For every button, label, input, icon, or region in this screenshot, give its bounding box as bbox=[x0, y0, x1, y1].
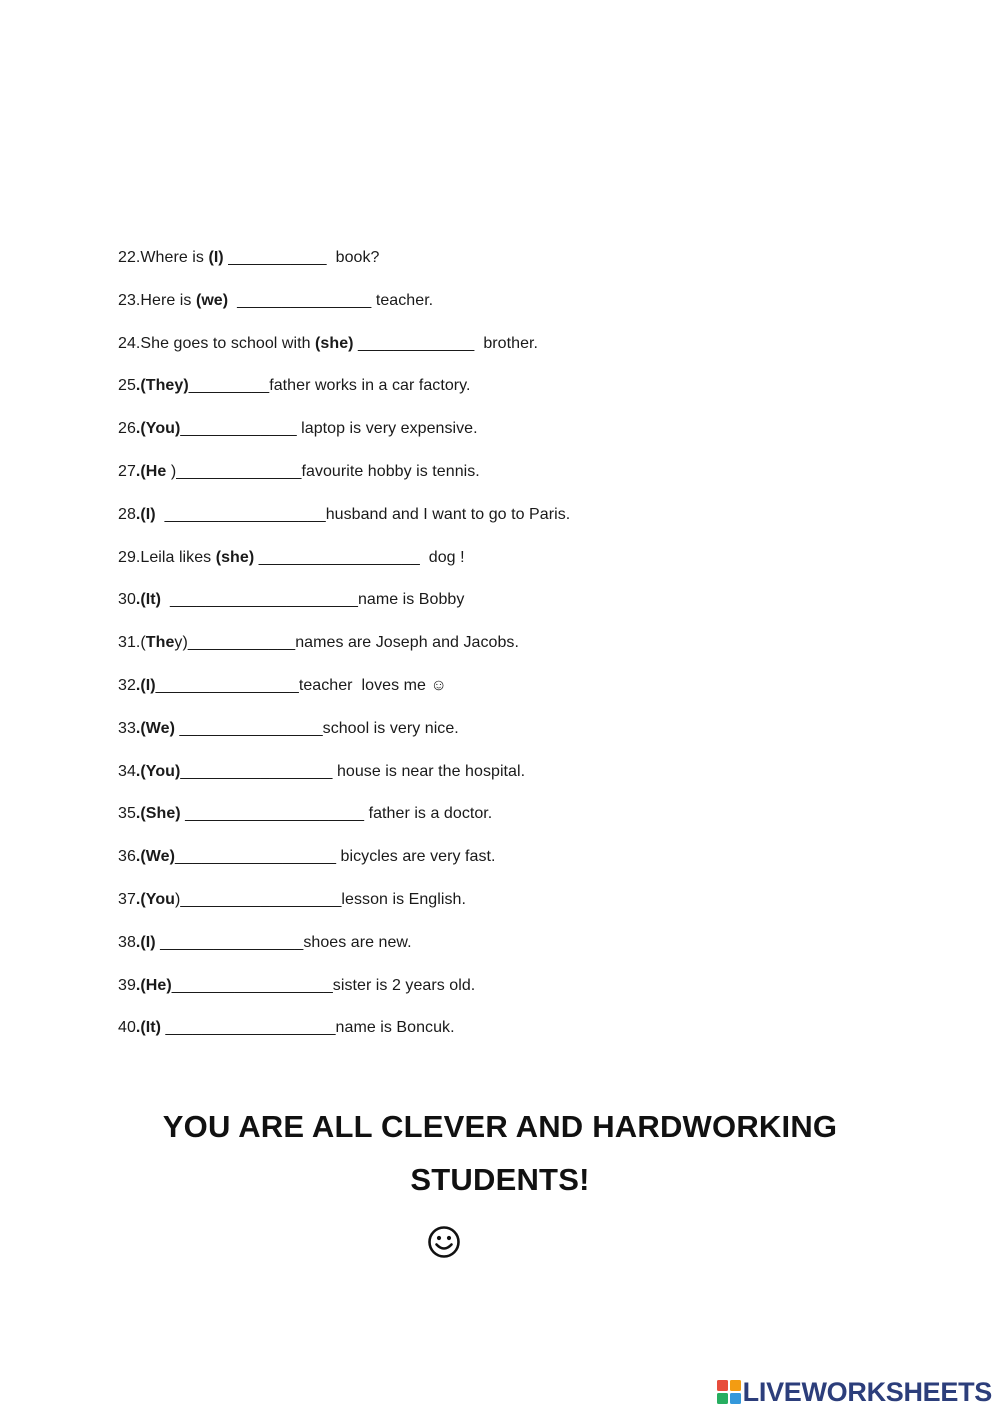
exercise-item bbox=[118, 974, 570, 1017]
sentence-text: She goes to school with bbox=[140, 334, 316, 352]
exercise-number: 32 bbox=[118, 676, 136, 694]
exercise-number: 37 bbox=[118, 890, 136, 908]
exercise-item bbox=[118, 888, 570, 931]
exercise-number: 39 bbox=[118, 976, 136, 994]
sentence-text: _____________ laptop is very expensive. bbox=[180, 420, 478, 438]
exercise-item bbox=[118, 588, 570, 631]
exercise-item bbox=[118, 631, 570, 674]
liveworksheets-logo-icon bbox=[716, 1379, 742, 1405]
exercise-item bbox=[118, 1016, 570, 1059]
exercise-item bbox=[118, 802, 570, 845]
exercise-list bbox=[118, 246, 570, 1059]
exercise-number: 30 bbox=[118, 591, 136, 609]
smiley-icon bbox=[424, 1222, 464, 1262]
exercise-item bbox=[118, 546, 570, 589]
exercise-number: 28 bbox=[118, 505, 136, 523]
exercise-item bbox=[118, 460, 570, 503]
brand-name: LIVEWORKSHEETS bbox=[742, 1377, 992, 1407]
exercise-item bbox=[118, 289, 570, 332]
pronoun-hint: .(She) bbox=[135, 805, 181, 823]
pronoun-hint: .(We) bbox=[135, 719, 175, 737]
exercise-item bbox=[118, 374, 570, 417]
sentence-text: ________________teacher loves me ☺ bbox=[155, 676, 447, 694]
sentence-text: ____________________ father is a doctor. bbox=[180, 805, 493, 823]
sentence-text: Where is bbox=[140, 249, 209, 266]
sentence-text: Here is bbox=[140, 291, 196, 309]
pronoun-hint: .(I) bbox=[135, 676, 156, 694]
pronoun-hint: The bbox=[145, 634, 175, 652]
exercise-item bbox=[118, 503, 570, 546]
exercise-item bbox=[118, 931, 570, 974]
pronoun-hint: .(He bbox=[135, 462, 167, 480]
exercise-item bbox=[118, 717, 570, 760]
pronoun-hint: .(You) bbox=[135, 762, 181, 780]
pronoun-hint: .(I) bbox=[135, 933, 156, 951]
liveworksheets-brand[interactable] bbox=[716, 1377, 992, 1407]
exercise-number: 23. bbox=[118, 291, 141, 309]
sentence-text: )__________________lesson is English. bbox=[174, 890, 466, 908]
pronoun-hint: (we) bbox=[195, 291, 229, 309]
exercise-number: 31. bbox=[118, 634, 141, 652]
exercise-number: 40 bbox=[118, 1019, 136, 1037]
closing-message bbox=[0, 1100, 1000, 1206]
sentence-text: _______________ teacher. bbox=[228, 291, 434, 309]
sentence-text: y)____________names are Joseph and Jacobs. bbox=[174, 634, 519, 652]
exercise-number: 24. bbox=[118, 334, 141, 352]
exercise-number: 25 bbox=[118, 377, 136, 395]
sentence-text: ___________________name is Boncuk. bbox=[161, 1019, 455, 1037]
exercise-item bbox=[118, 674, 570, 717]
sentence-text: _____________ brother. bbox=[353, 334, 539, 352]
pronoun-hint: .(It) bbox=[135, 591, 162, 609]
sentence-text: __________________husband and I want to go to Paris. bbox=[155, 505, 571, 523]
pronoun-hint: .(He) bbox=[135, 976, 172, 994]
exercise-number: 27 bbox=[118, 462, 136, 480]
exercise-number: 34 bbox=[118, 762, 136, 780]
sentence-text: ________________school is very nice. bbox=[174, 719, 459, 737]
exercise-number: 38 bbox=[118, 933, 136, 951]
sentence-text: ___________ book? bbox=[223, 249, 380, 266]
exercise-number: 22. bbox=[118, 249, 141, 266]
pronoun-hint: (she) bbox=[315, 334, 354, 352]
exercise-item bbox=[118, 332, 570, 375]
pronoun-hint: (she) bbox=[215, 548, 255, 566]
closing-line-1: YOU ARE ALL CLEVER AND HARDWORKING bbox=[162, 1109, 838, 1144]
sentence-text: Leila likes bbox=[140, 548, 216, 566]
closing-line-2: STUDENTS! bbox=[410, 1162, 590, 1197]
exercise-item bbox=[118, 246, 570, 289]
exercise-number: 36 bbox=[118, 848, 136, 866]
sentence-text: __________________ dog ! bbox=[254, 548, 465, 566]
pronoun-hint: .(They) bbox=[135, 377, 189, 395]
exercise-number: 35 bbox=[118, 805, 136, 823]
sentence-text: _____________________name is Bobby bbox=[161, 591, 465, 609]
exercise-item bbox=[118, 760, 570, 803]
exercise-number: 29. bbox=[118, 548, 141, 566]
pronoun-hint: .(It) bbox=[135, 1019, 162, 1037]
pronoun-hint: (I) bbox=[208, 249, 224, 266]
sentence-text: )______________favourite hobby is tennis. bbox=[166, 462, 480, 480]
pronoun-hint: .(You) bbox=[135, 420, 181, 438]
pronoun-hint: .(We) bbox=[135, 848, 175, 866]
exercise-item bbox=[118, 845, 570, 888]
sentence-text: ( bbox=[140, 634, 146, 652]
pronoun-hint: .(You bbox=[135, 890, 175, 908]
exercise-number: 33 bbox=[118, 719, 136, 737]
sentence-text: __________________sister is 2 years old. bbox=[171, 976, 476, 994]
sentence-text: __________________ bicycles are very fast. bbox=[174, 848, 496, 866]
pronoun-hint: .(I) bbox=[135, 505, 156, 523]
sentence-text: _________father works in a car factory. bbox=[188, 377, 471, 395]
sentence-text: _________________ house is near the hospital. bbox=[180, 762, 526, 780]
sentence-text: ________________shoes are new. bbox=[155, 933, 412, 951]
exercise-item bbox=[118, 417, 570, 460]
exercise-number: 26 bbox=[118, 420, 136, 438]
